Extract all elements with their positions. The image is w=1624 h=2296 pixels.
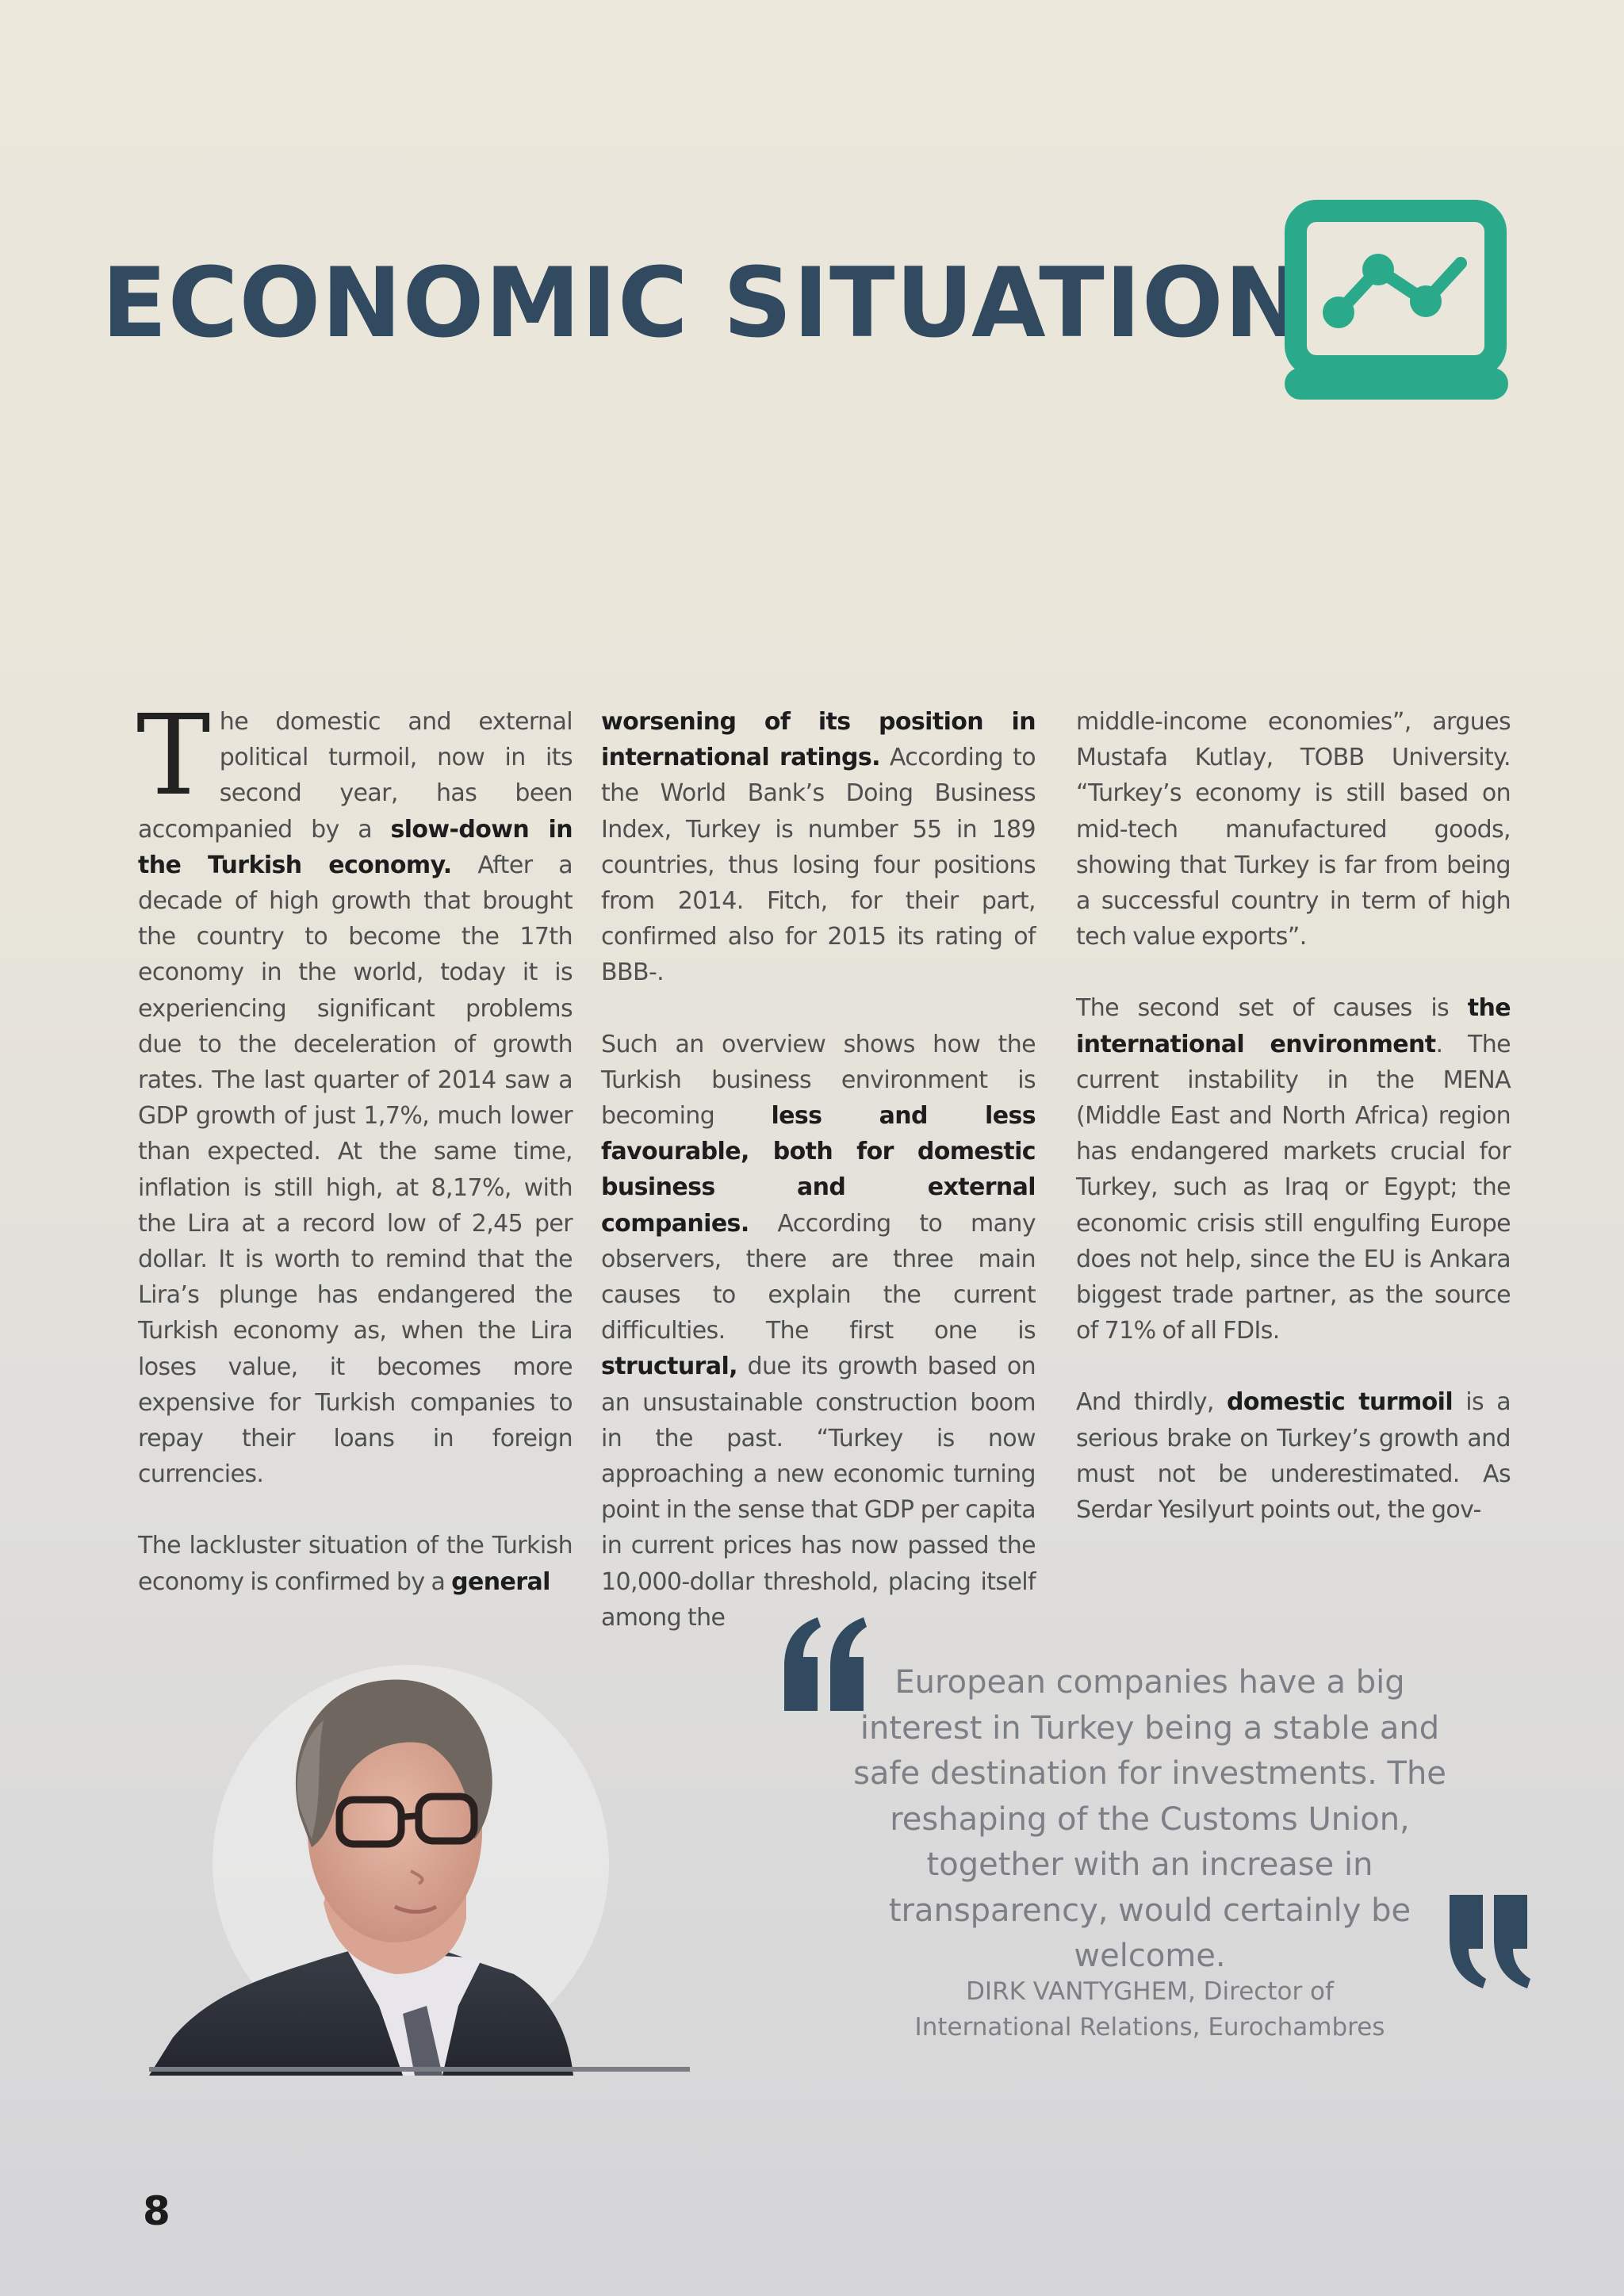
- bold-text: general: [451, 1567, 550, 1596]
- text-run: The lackluster situation of the Turkish economy is confirmed by a: [138, 1532, 573, 1596]
- text-run: due its growth based on an unsustainable construction boom in the past. “Turkey is now approaching a new economic turning point in the sense that GDP per capita in current prices has now passed the 10,000-dollar threshold, placing itself among the: [601, 1353, 1036, 1632]
- text-run: After a decade of high growth that brought the country to become the 17th economy in the world, today it is experiencing significant problems due to the deceleration of growth rates. The last quarter of 2014 saw a GDP growth of just 1,7%, much lower than expected. At the same time, inflation is still high, at 8,17%, with the Lira at a record low of 2,45 per dollar. It is worth to remind that the Lira’s plunge has endangered the Turkish economy as, when the Lira loses value, it becomes more expensive for Turkish companies to repay their loans in foreign currencies.: [138, 851, 573, 1489]
- page-number: 8: [143, 2188, 170, 2234]
- bold-text: slow-down in the Turkish economy.: [138, 815, 573, 879]
- paragraph: [1076, 1384, 1511, 1528]
- paragraph: [1076, 704, 1511, 955]
- quote-attribution: [872, 1974, 1427, 2045]
- text-run: he domestic and external political turmoil, now in its second year, has been accompanied by a: [138, 708, 573, 844]
- article-column-3: [1076, 704, 1511, 1563]
- bold-text: the international environment: [1076, 994, 1511, 1058]
- pull-quote: European companies have a big interest in Turkey being a stable and safe destination for investments. The reshaping of the Customs Union, together with an increase in transparency, would certainly be welcome.: [853, 1664, 1446, 1974]
- chart-monitor-icon: [1285, 200, 1508, 400]
- article-column-2: [601, 704, 1036, 1671]
- article-column-1: [136, 691, 573, 1636]
- text-run: And thirdly,: [1076, 1388, 1227, 1417]
- close-quote-icon: [1445, 1895, 1532, 1990]
- bold-text: less and less favourable, both for domestic business and external companies.: [601, 1102, 1036, 1238]
- paragraph: [601, 1027, 1036, 1636]
- quote-author: DIRK VANTYGHEM, Director of: [966, 1977, 1334, 2006]
- paragraph: [138, 1528, 573, 1599]
- text-run: According to many observers, there are three main causes to explain the current difficulties. The first one is: [601, 1209, 1036, 1345]
- text-run: Such an overview shows how the Turkish business environment is becoming: [601, 1030, 1036, 1131]
- quote-author-role: International Relations, Eurochambres: [914, 2013, 1385, 2042]
- text-run: The second set of causes is: [1076, 994, 1468, 1023]
- paragraph: [136, 691, 573, 1492]
- page-title: ECONOMIC SITUATION: [102, 247, 1305, 359]
- paragraph: [601, 704, 1036, 991]
- bold-text: structural,: [601, 1353, 737, 1381]
- portrait-photo: [141, 1641, 690, 2076]
- text-run: . The current instability in the MENA (Middle East and North Africa) region has endangered markets crucial for Turkey, such as Iraq or Egypt; the economic crisis still engulfing Europe does not help, since the EU is Ankara biggest trade partner, as the source of 71% of all FDIs.: [1076, 1030, 1511, 1345]
- text-run: According to the World Bank’s Doing Business Index, Turkey is number 55 in 189 countries, thus losing four positions from 2014. Fitch, for their part, confirmed also for 2015 its rating of BBB-.: [601, 744, 1036, 987]
- bold-text: domestic turmoil: [1227, 1388, 1454, 1417]
- paragraph: [1076, 990, 1511, 1349]
- text-run: is a serious brake on Turkey’s growth and must not be underestimated. As Serdar Yesilyurt points out, the gov-: [1076, 1388, 1511, 1525]
- bold-text: worsening of its position in international ratings.: [601, 708, 1036, 772]
- drop-cap: T: [136, 691, 210, 821]
- text-run: middle-income economies”, argues Mustafa Kutlay, TOBB University. “Turkey’s economy is still based on mid-tech manufactured goods, showing that Turkey is far from being a successful country in term of high tech value exports”.: [1076, 708, 1511, 951]
